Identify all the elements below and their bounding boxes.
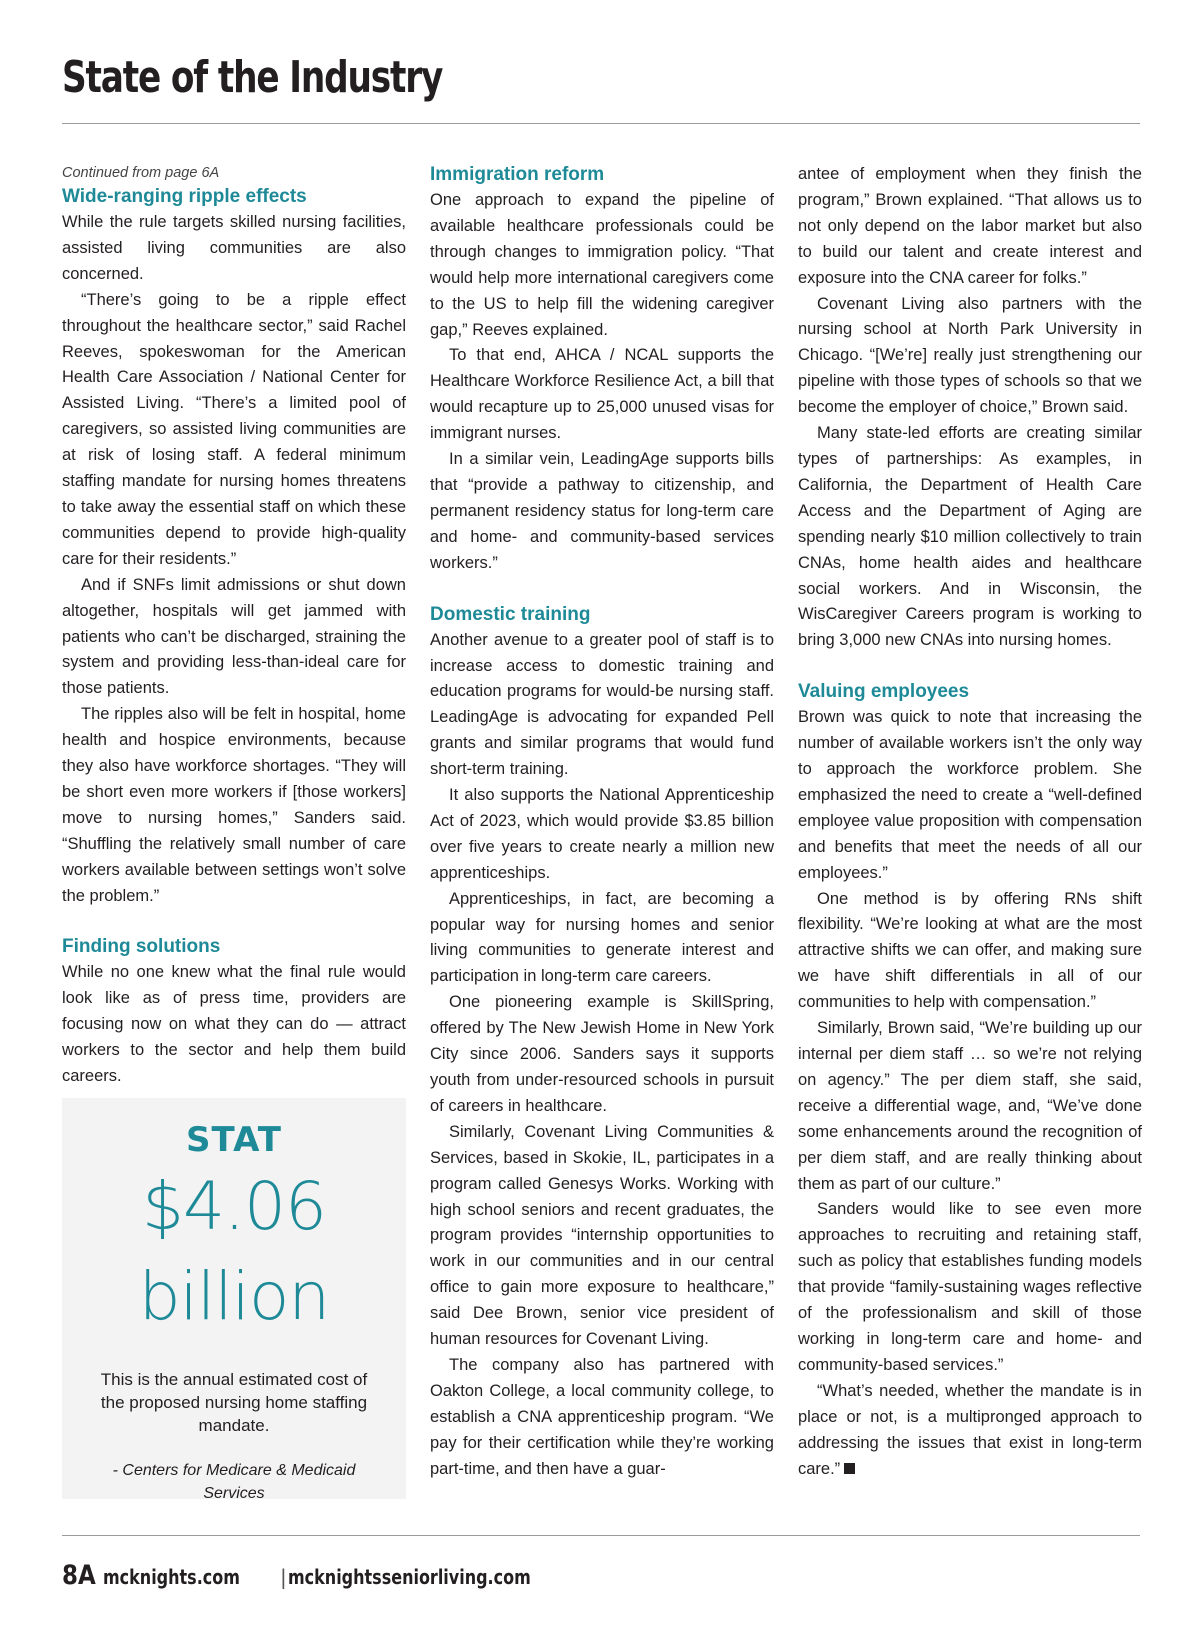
paragraph: One method is by offering RNs shift flexibility. “We’re looking at what are the most attractive shifts we can offer, and making sure we have shift differentials in all of our communities to help with compensation.”	[798, 889, 1142, 1012]
final-paragraph-text: “What’s needed, whether the mandate is in place or not, is a multipronged approach to addressing the issues that exist in long-term care.”	[798, 1381, 1142, 1478]
section-heading-domestic-training: Domestic training	[430, 603, 591, 625]
section-heading-finding-solutions: Finding solutions	[62, 936, 221, 958]
section-heading-immigration-reform: Immigration reform	[430, 164, 605, 185]
paragraph: One pioneering example is SkillSpring, offered by The New Jewish Home in New York City since 2006. Sanders says it supports youth from under-resourced schools in pursuit of careers in healthcare.	[430, 993, 774, 1115]
paragraph: While no one knew what the final rule would look like as of press time, providers are focusing now on what they can do — attract workers to the sector and help them build careers.	[62, 963, 406, 1086]
paragraph: Covenant Living also partners with the nursing school at North Park University in Chicago. “[We’re] really just strengthening our pipeline with those types of schools so that we become the employer of choice,” Brown said.	[798, 294, 1142, 417]
paragraph: Sanders would like to see even more approaches to recruiting and retaining staff, such as policy that establishes funding models that provide “family-sustaining wages reflective of the professionalism and skill of those working in long-term care and home- and community-based services.”	[798, 1200, 1142, 1374]
article-column-1	[62, 162, 406, 1090]
footer-divider	[62, 1535, 1140, 1536]
paragraph: Brown was quick to note that increasing the number of available workers isn’t the only way to approach the workforce problem. She emphasized the need to create a “well-defined employee value proposition with compensation and benefits that meet the needs of all our employees.”	[798, 708, 1142, 882]
paragraph-final	[798, 1379, 1142, 1483]
stat-description: This is the annual estimated cost of the proposed nursing home staffing mandate.	[100, 1370, 368, 1435]
paragraph: One approach to expand the pipeline of available healthcare professionals could be through changes to immigration policy. “That would help more international caregivers come to the US to help fill the widening caregiver gap,” Reeves explained.	[430, 191, 774, 339]
paragraph: Another avenue to a greater pool of staff is to increase access to domestic training and education programs for would-be nursing staff. LeadingAge is advocating for expanded Pell grants and similar programs that would fund short-term training.	[430, 630, 774, 779]
header-divider	[62, 123, 1140, 124]
footer-site-link[interactable]: mcknights.com	[103, 1565, 241, 1589]
section-heading-valuing-employees: Valuing employees	[798, 681, 970, 703]
paragraph: In a similar vein, LeadingAge supports bills that “provide a pathway to citizenship, and permanent residency status for long-term care and home- and community-based services workers.”	[430, 450, 774, 572]
footer-site-link-senior-living[interactable]: mcknightsseniorliving.com	[288, 1565, 532, 1589]
page-title: State of the Industry	[62, 52, 443, 103]
paragraph: The ripples also will be felt in hospital, home health and hospice environments, because they also have workforce shortages. “They will be short even more workers if [those workers] move to nursing homes,” Sanders said. “Shuffling the relatively small number of care workers available between settings won’t solve the problem.”	[62, 705, 406, 905]
stat-value-unit: billion	[138, 1258, 330, 1335]
stat-value-amount: $4.06	[142, 1168, 326, 1245]
stat-label: STAT	[186, 1120, 282, 1160]
paragraph: Many state-led efforts are creating similar types of partnerships: As examples, in California, the Department of Health Care Access and the Department of Aging are spending nearly $10 million collectively to train CNAs, home health aides and healthcare social workers. And in Wisconsin, the WisCaregiver Careers program is working to bring 3,000 new CNAs into nursing homes.	[798, 424, 1142, 650]
paragraph: Apprenticeships, in fact, are becoming a popular way for nursing homes and senior living communities to generate interest and participation in long-term care careers.	[430, 889, 774, 986]
stat-source: - Centers for Medicare & Medicaid Services	[112, 1462, 356, 1502]
paragraph: While the rule targets skilled nursing facilities, assisted living communities are also concerned.	[62, 213, 406, 283]
footer-separator: |	[280, 1565, 287, 1589]
continued-note: Continued from page 6A	[62, 165, 220, 181]
paragraph: “There’s going to be a ripple effect throughout the healthcare sector,” said Rachel Reeves, spokeswoman for the American Health Care Association / National Center for Assisted Living. “There’s a limited pool of caregivers, so assisted living communities are at risk of losing staff. A federal minimum staffing mandate for nursing homes threatens to take away the essential staff on which these communities depend to provide high-quality care for their residents.”	[62, 290, 406, 568]
article-column-3	[798, 162, 1142, 1482]
paragraph: antee of employment when they finish the program,” Brown explained. “That allows us to not only depend on the labor market but also to build our talent and create interest and exposure into the CNA career for folks.”	[798, 165, 1142, 287]
article-column-2	[430, 162, 774, 1483]
paragraph: It also supports the National Apprenticeship Act of 2023, which would provide $3.85 billion over five years to create nearly a million new apprenticeships.	[430, 786, 774, 882]
section-heading-ripple-effects: Wide-ranging ripple effects	[62, 186, 307, 207]
stat-value	[62, 1162, 406, 1342]
page-number: 8A	[62, 1560, 96, 1591]
paragraph: Similarly, Brown said, “We’re building up our internal per diem staff … so we’re not relying on agency.” The per diem staff, she said, receive a differential wage, and, “We’ve done some enhancements around the recognition of per diem staff, and are really thinking about them as part of our culture.”	[798, 1019, 1142, 1193]
paragraph: Similarly, Covenant Living Communities & Services, based in Skokie, IL, participates in a program called Genesys Works. Working with high school seniors and recent graduates, the program provides “internship opportunities to work in our communities and in our central office to gain more exposure to healthcare,” said Dee Brown, senior vice president of human resources for Covenant Living.	[430, 1122, 774, 1349]
stat-callout	[62, 1098, 406, 1502]
paragraph: The company also has partnered with Oakton College, a local community college, to establish a CNA apprenticeship program. “We pay for their certification while they’re working part-time, and then have a guar-	[430, 1355, 774, 1478]
end-mark-icon	[844, 1463, 855, 1474]
paragraph: To that end, AHCA / NCAL supports the Healthcare Workforce Resilience Act, a bill that would recapture up to 25,000 unused visas for immigrant nurses.	[430, 346, 774, 443]
paragraph: And if SNFs limit admissions or shut down altogether, hospitals will get jammed with patients who can’t be discharged, straining the system and providing less-than-ideal care for those patients.	[62, 575, 406, 698]
page-footer	[62, 1560, 592, 1591]
